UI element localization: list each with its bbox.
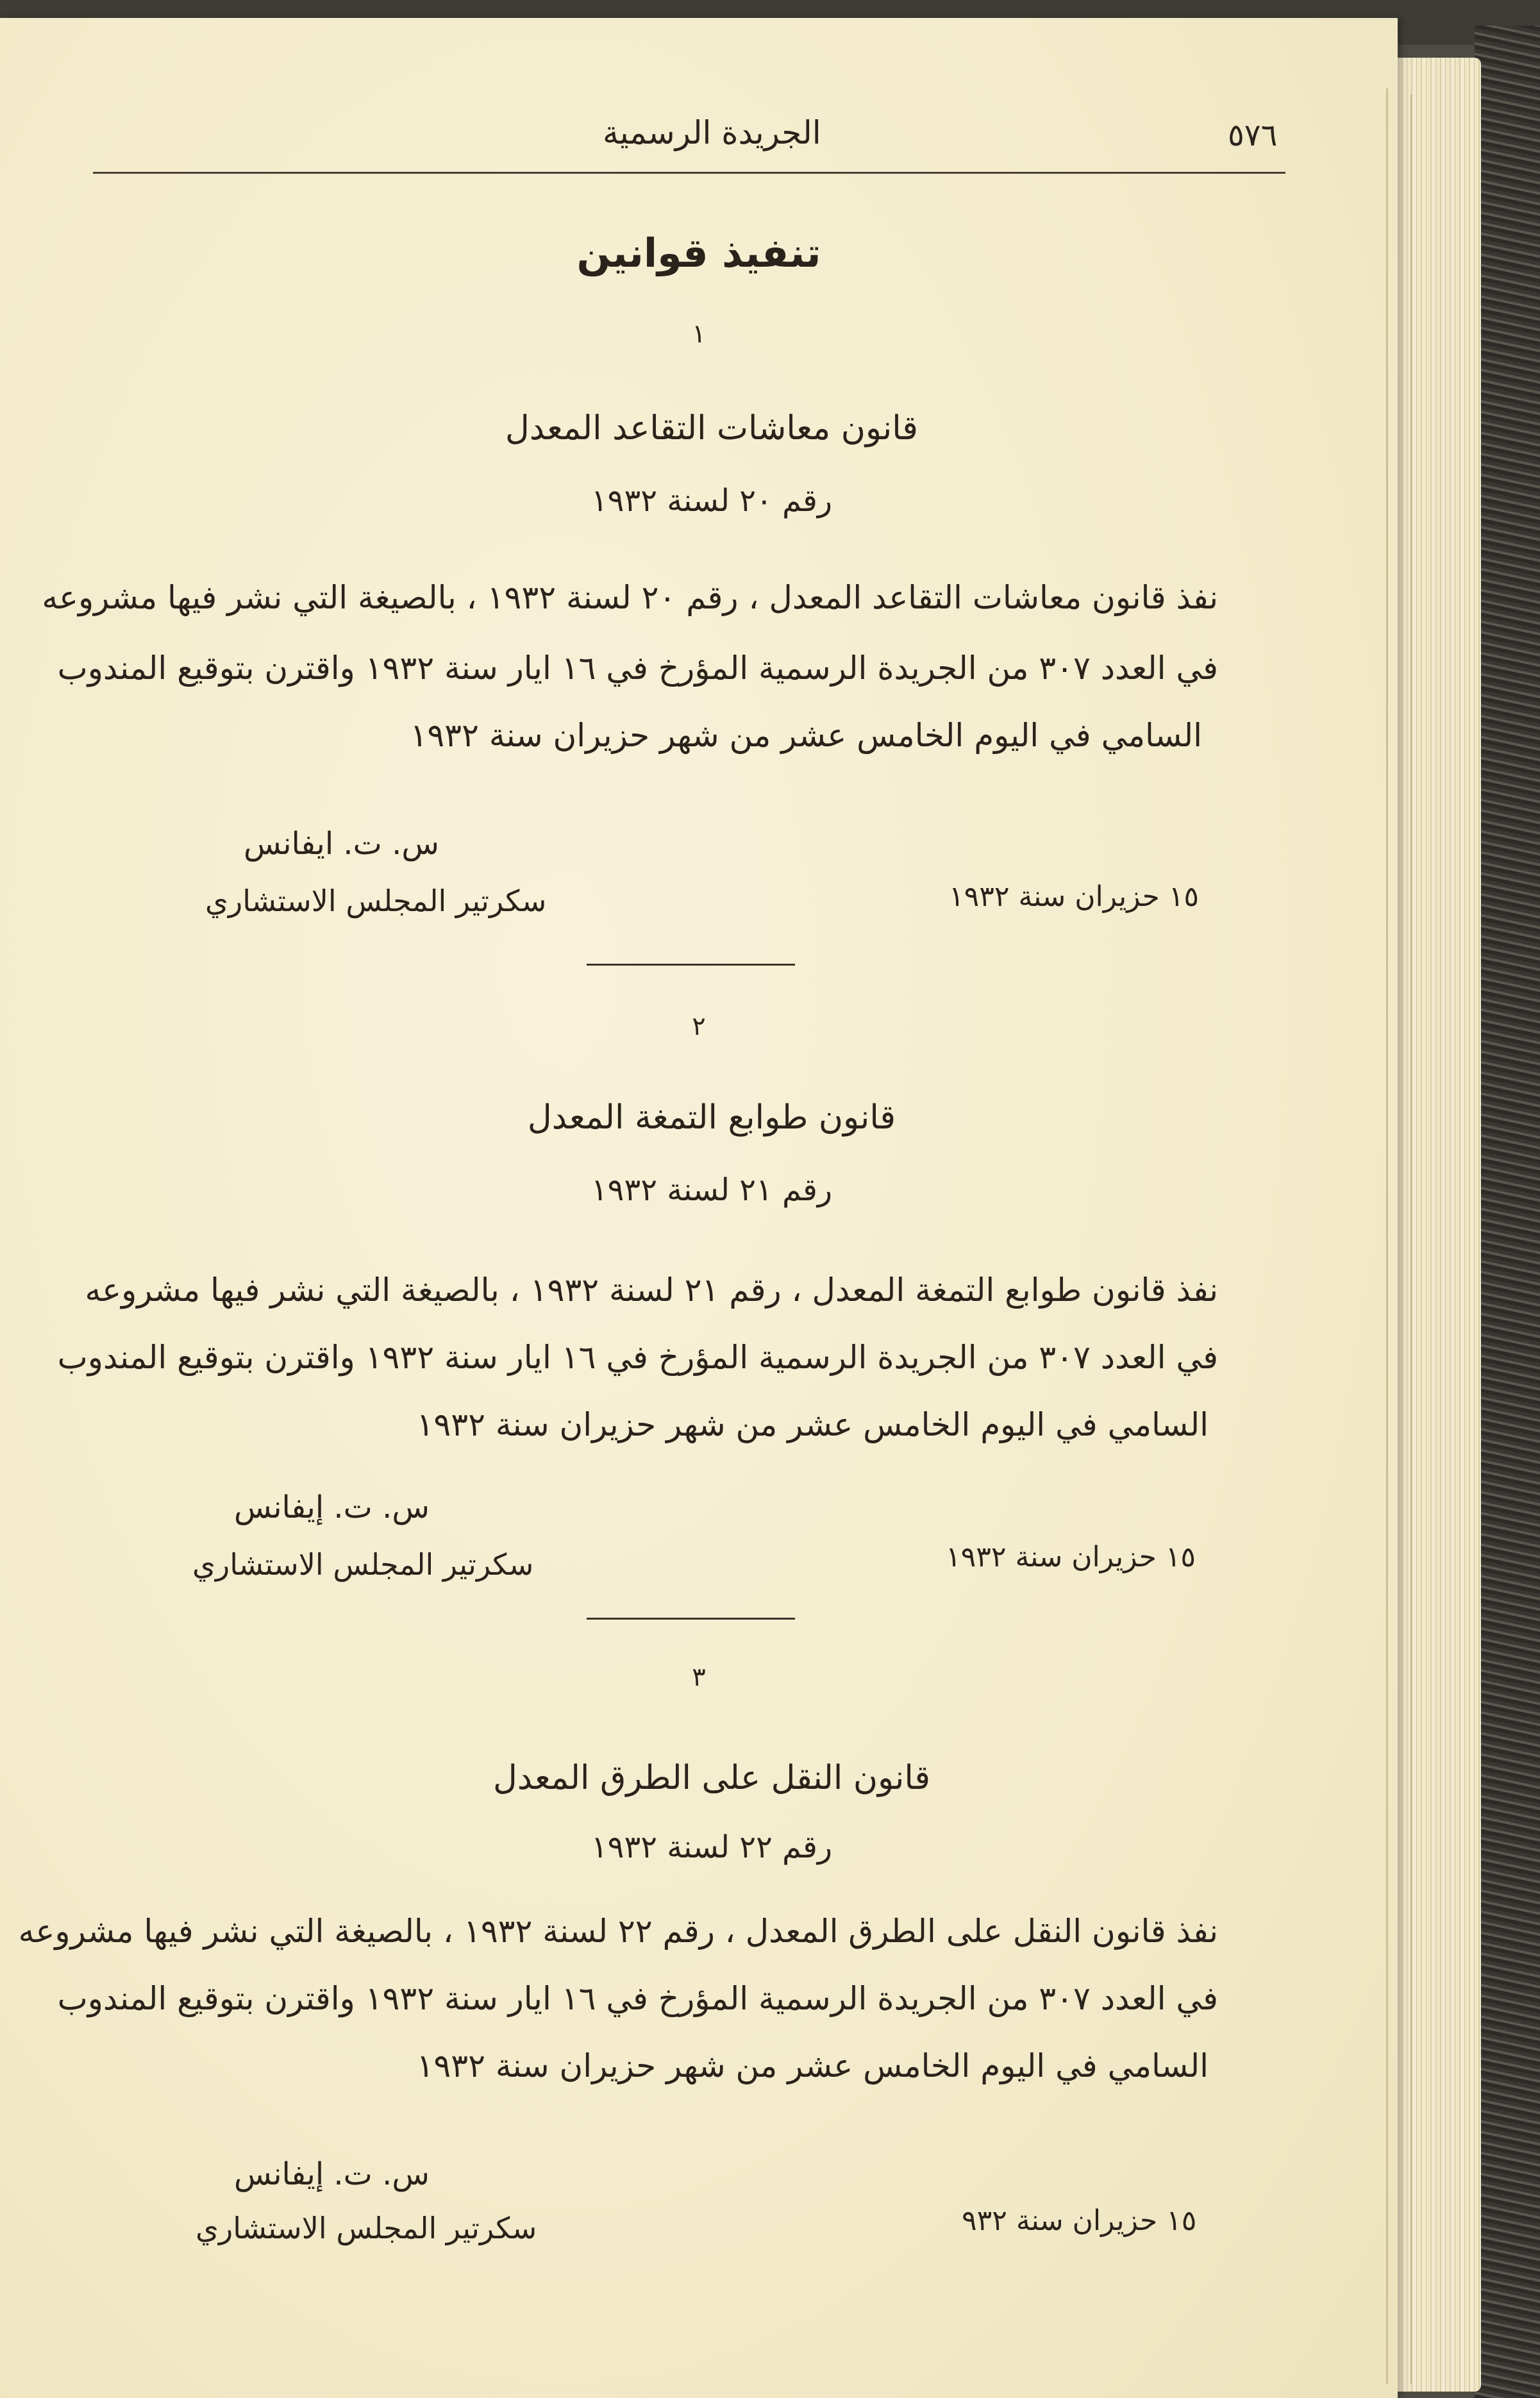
law-title: قانون النقل على الطرق المعدل xyxy=(492,1759,931,1797)
signature-date: ١٥ حزيران سنة ٩٣٢ xyxy=(962,2204,1197,2237)
body-line: السامي في اليوم الخامس عشر من شهر حزيران سنة ١٩٣٢ xyxy=(416,2047,1209,2084)
signature-role: سكرتير المجلس الاستشاري xyxy=(192,1547,534,1582)
law-number: ٣ xyxy=(692,1663,706,1692)
page-number: ٥٧٦ xyxy=(1228,117,1278,153)
body-line: السامي في اليوم الخامس عشر من شهر حزيران سنة ١٩٣٢ xyxy=(410,717,1202,754)
section-title: تنفيذ قوانين xyxy=(576,230,821,276)
section-separator xyxy=(587,1618,795,1620)
law-title: قانون معاشات التقاعد المعدل xyxy=(505,409,918,448)
body-line: في العدد ٣٠٧ من الجريدة الرسمية المؤرخ في ١٦ ايار سنة ١٩٣٢ واقترن بتوقيع المندوب xyxy=(57,1980,1218,2017)
law-subtitle: رقم ٢٠ لسنة ١٩٣٢ xyxy=(590,483,833,519)
law-subtitle: رقم ٢١ لسنة ١٩٣٢ xyxy=(590,1172,833,1208)
gutter-line-inner xyxy=(1410,95,1412,2384)
signature-role: سكرتير المجلس الاستشاري xyxy=(205,884,547,918)
running-header-title: الجريدة الرسمية xyxy=(603,114,821,151)
law-subtitle: رقم ٢٢ لسنة ١٩٣٢ xyxy=(590,1829,833,1865)
law-number: ٢ xyxy=(692,1012,706,1041)
book-binding xyxy=(1475,26,1540,2398)
signature-date: ١٥ حزيران سنة ١٩٣٢ xyxy=(949,880,1200,913)
body-line: نفذ قانون النقل على الطرق المعدل ، رقم ٢٢ لسنة ١٩٣٢ ، بالصيغة التي نشر فيها مشروعه xyxy=(18,1913,1218,1950)
body-line: نفذ قانون معاشات التقاعد المعدل ، رقم ٢٠ لسنة ١٩٣٢ ، بالصيغة التي نشر فيها مشروعه xyxy=(42,579,1218,616)
signature-role: سكرتير المجلس الاستشاري xyxy=(196,2211,537,2245)
signature-name: س. ت. إيفانس xyxy=(234,1489,430,1525)
signature-name: س. ت. إيفانس xyxy=(234,2156,430,2192)
law-number: ١ xyxy=(692,319,706,349)
document-page xyxy=(0,18,1398,2398)
header-rule xyxy=(93,172,1285,174)
law-title: قانون طوابع التمغة المعدل xyxy=(527,1098,896,1137)
body-line: نفذ قانون طوابع التمغة المعدل ، رقم ٢١ لسنة ١٩٣٢ ، بالصيغة التي نشر فيها مشروعه xyxy=(85,1271,1218,1309)
body-line: في العدد ٣٠٧ من الجريدة الرسمية المؤرخ في ١٦ ايار سنة ١٩٣٢ واقترن بتوقيع المندوب xyxy=(57,1339,1218,1376)
signature-date: ١٥ حزيران سنة ١٩٣٢ xyxy=(946,1541,1196,1573)
body-line: في العدد ٣٠٧ من الجريدة الرسمية المؤرخ في ١٦ ايار سنة ١٩٣٢ واقترن بتوقيع المندوب xyxy=(57,650,1218,687)
signature-name: س. ت. ايفانس xyxy=(244,826,439,862)
section-separator xyxy=(587,964,795,966)
body-line: السامي في اليوم الخامس عشر من شهر حزيران سنة ١٩٣٢ xyxy=(416,1406,1209,1443)
